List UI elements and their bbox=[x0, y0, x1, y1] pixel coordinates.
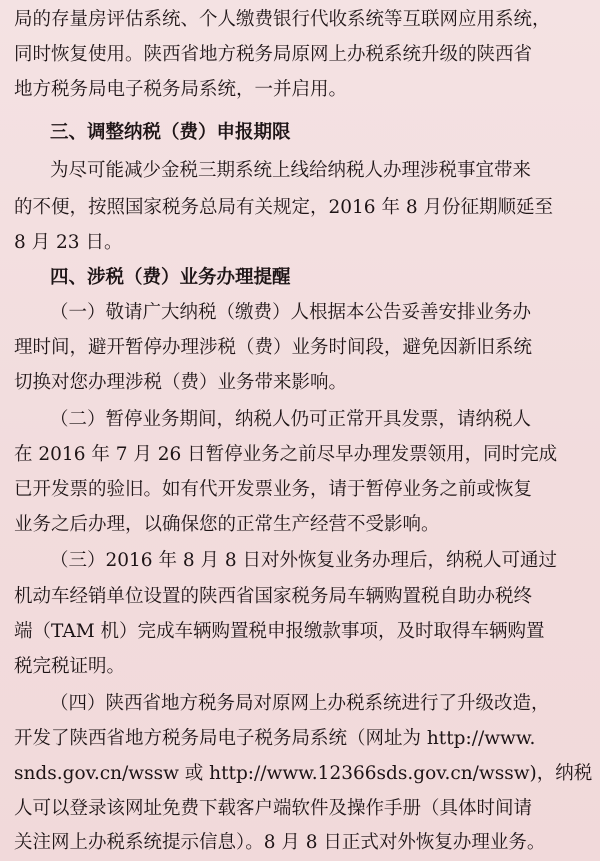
paragraph-line: 局的存量房评估系统、个人缴费银行代收系统等互联网应用系统， bbox=[14, 9, 551, 30]
paragraph-line: 切换对您办理涉税（费）业务带来影响。 bbox=[14, 372, 348, 393]
paragraph-line: 在 2016 年 7 月 26 日暂停业务之前尽早办理发票领用，同时完成 bbox=[14, 444, 558, 465]
paragraph-line: （四）陕西省地方税务局对原网上办税系统进行了升级改造， bbox=[50, 693, 550, 714]
paragraph-line: 8 月 23 日。 bbox=[14, 232, 123, 253]
paragraph-line: （二）暂停业务期间，纳税人仍可正常开具发票，请纳税人 bbox=[50, 409, 532, 430]
paragraph-line: 开发了陕西省地方税务局电子税务局系统（网址为 http://www. bbox=[14, 728, 536, 749]
paragraph-line: 同时恢复使用。陕西省地方税务局原网上办税系统升级的陕西省 bbox=[14, 44, 533, 65]
paragraph-line: 端（TAM 机）完成车辆购置税申报缴款事项，及时取得车辆购置 bbox=[14, 621, 545, 642]
paragraph-line: 为尽可能减少金税三期系统上线给纳税人办理涉税事宜带来 bbox=[50, 160, 532, 181]
paragraph-line: 关注网上办税系统提示信息）。8 月 8 日正式对外恢复办理业务。 bbox=[14, 832, 546, 853]
paragraph-line: 地方税务局电子税务局系统，一并启用。 bbox=[14, 79, 348, 100]
paragraph-line: snds.gov.cn/wssw 或 http://www.12366sds.gov.cn/wssw)，纳税 bbox=[14, 763, 593, 784]
paragraph-line: 已开发票的验旧。如有代开发票业务，请于暂停业务之前或恢复 bbox=[14, 479, 533, 500]
paragraph-line: 的不便，按照国家税务总局有关规定，2016 年 8 月份征期顺延至 bbox=[14, 197, 553, 218]
paragraph-line: 机动车经销单位设置的陕西省国家税务局车辆购置税自助办税终 bbox=[14, 586, 533, 607]
section-heading: 三、调整纳税（费）申报期限 bbox=[50, 122, 291, 143]
paragraph-line: （一）敬请广大纳税（缴费）人根据本公告妥善安排业务办 bbox=[50, 302, 532, 323]
paragraph-line: 业务之后办理，以确保您的正常生产经营不受影响。 bbox=[14, 514, 440, 535]
section-heading: 四、涉税（费）业务办理提醒 bbox=[50, 267, 291, 288]
paragraph-line: （三）2016 年 8 月 8 日对外恢复业务办理后，纳税人可通过 bbox=[50, 550, 558, 571]
paragraph-line: 税完税证明。 bbox=[14, 656, 126, 677]
paragraph-line: 人可以登录该网址免费下载客户端软件及操作手册（具体时间请 bbox=[14, 798, 533, 819]
paragraph-line: 理时间，避开暂停办理涉税（费）业务时间段，避免因新旧系统 bbox=[14, 337, 533, 358]
